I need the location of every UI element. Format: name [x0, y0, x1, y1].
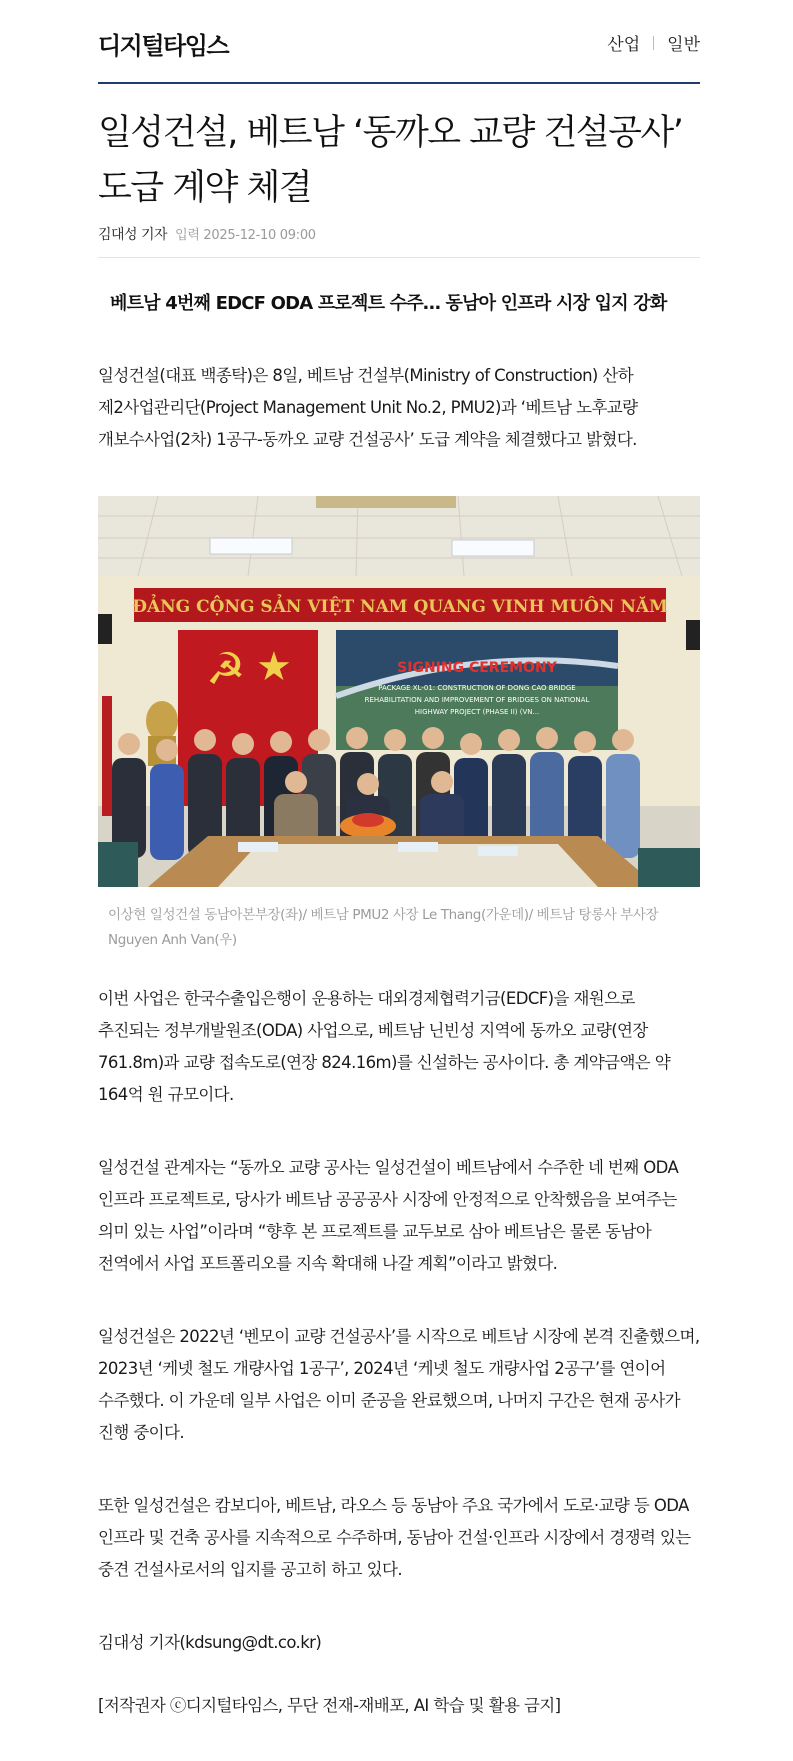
section-link-industry[interactable]: 산업 [607, 35, 641, 55]
screen-line: HIGHWAY PROJECT (PHASE II) (VN... [414, 708, 540, 716]
article-headline: 일성건설, 베트남 ‘동까오 교량 건설공사’ 도급 계약 체결 [98, 113, 683, 208]
screen-title: SIGNING CEREMONY [397, 660, 557, 676]
article-paragraph: 이번 사업은 한국수출입은행이 운용하는 대외경제협력기금(EDCF)을 재원으로 추진되는 정부개발원조(ODA) 사업으로, 베트남 닌빈성 지역에 동까오 교량(연장 761.8m)과 교량 접속도로(연장 824.16m)를 신설하는 공사이다. 총 계약금액은 약 164억 원 규모이다. [98, 989, 671, 1104]
section-breadcrumb [607, 30, 700, 55]
author-name[interactable]: 김대성 기자 [98, 227, 168, 243]
masthead [98, 22, 700, 84]
reporter-signature: 김대성 기자(kdsung@dt.co.kr) [98, 1633, 322, 1652]
star-icon: ★ [256, 644, 292, 690]
breadcrumb-divider [653, 36, 654, 50]
published-date: 입력 2025-12-10 09:00 [175, 228, 316, 243]
signing-ceremony-image [98, 496, 700, 887]
article-paragraph: 또한 일성건설은 캄보디아, 베트남, 라오스 등 동남아 주요 국가에서 도로·교량 등 ODA 인프라 및 건축 공사를 지속적으로 수주하며, 동남아 건설·인프라 시장에서 경쟁력 있는 중견 건설사로서의 입지를 공고히 하고 있다. [98, 1496, 691, 1579]
screen-line: REHABILITATION AND IMPROVEMENT OF BRIDGES ON NATIONAL [364, 696, 590, 704]
copyright-notice: [저작권자 ⓒ디지털타임스, 무단 전재-재배포, AI 학습 및 활용 금지] [98, 1696, 561, 1715]
banner-text: ĐẢNG CỘNG SẢN VIỆT NAM QUANG VINH MUÔN NĂM [132, 597, 668, 617]
article-paragraph: 일성건설(대표 백종탁)은 8일, 베트남 건설부(Ministry of Construction) 산하 제2사업관리단(Project Management Unit No.2, PMU2)과 ‘베트남 노후교량 개보수사업(2차) 1공구-동까오 교량 건설공사’ 도급 계약을 체결했다고 밝혔다. [98, 366, 638, 449]
hammer-sickle-icon: ☭ [206, 644, 246, 695]
section-link-general[interactable]: 일반 [667, 35, 700, 55]
article-photo[interactable] [98, 496, 700, 887]
article-subhead: 베트남 4번째 EDCF ODA 프로젝트 수주… 동남아 인프라 시장 입지 강화 [110, 293, 667, 314]
byline [98, 224, 700, 258]
screen-line: PACKAGE XL-01: CONSTRUCTION OF DONG CAO BRIDGE [378, 684, 576, 692]
photo-caption: 이상현 일성건설 동남아본부장(좌)/ 베트남 PMU2 사장 Le Thang(가운데)/ 베트남 탕롱사 부사장 Nguyen Anh Van(우) [108, 907, 659, 948]
site-logo[interactable]: 디지털타임스 [98, 32, 229, 60]
article-paragraph: 일성건설 관계자는 “동까오 교량 공사는 일성건설이 베트남에서 수주한 네 번째 ODA 인프라 프로젝트로, 당사가 베트남 공공공사 시장에 안정적으로 안착했음을 보여주는 의미 있는 사업”이라며 “향후 본 프로젝트를 교두보로 삼아 베트남은 물론 동남아 전역에서 사업 포트폴리오를 지속 확대해 나갈 계획”이라고 밝혔다. [98, 1158, 679, 1273]
article-paragraph: 일성건설은 2022년 ‘벤모이 교량 건설공사’를 시작으로 베트남 시장에 본격 진출했으며, 2023년 ‘케넷 철도 개량사업 1공구’, 2024년 ‘케넷 철도 개량사업 2공구’를 연이어 수주했다. 이 가운데 일부 사업은 이미 준공을 완료했으며, 나머지 구간은 현재 공사가 진행 중이다. [98, 1327, 700, 1442]
